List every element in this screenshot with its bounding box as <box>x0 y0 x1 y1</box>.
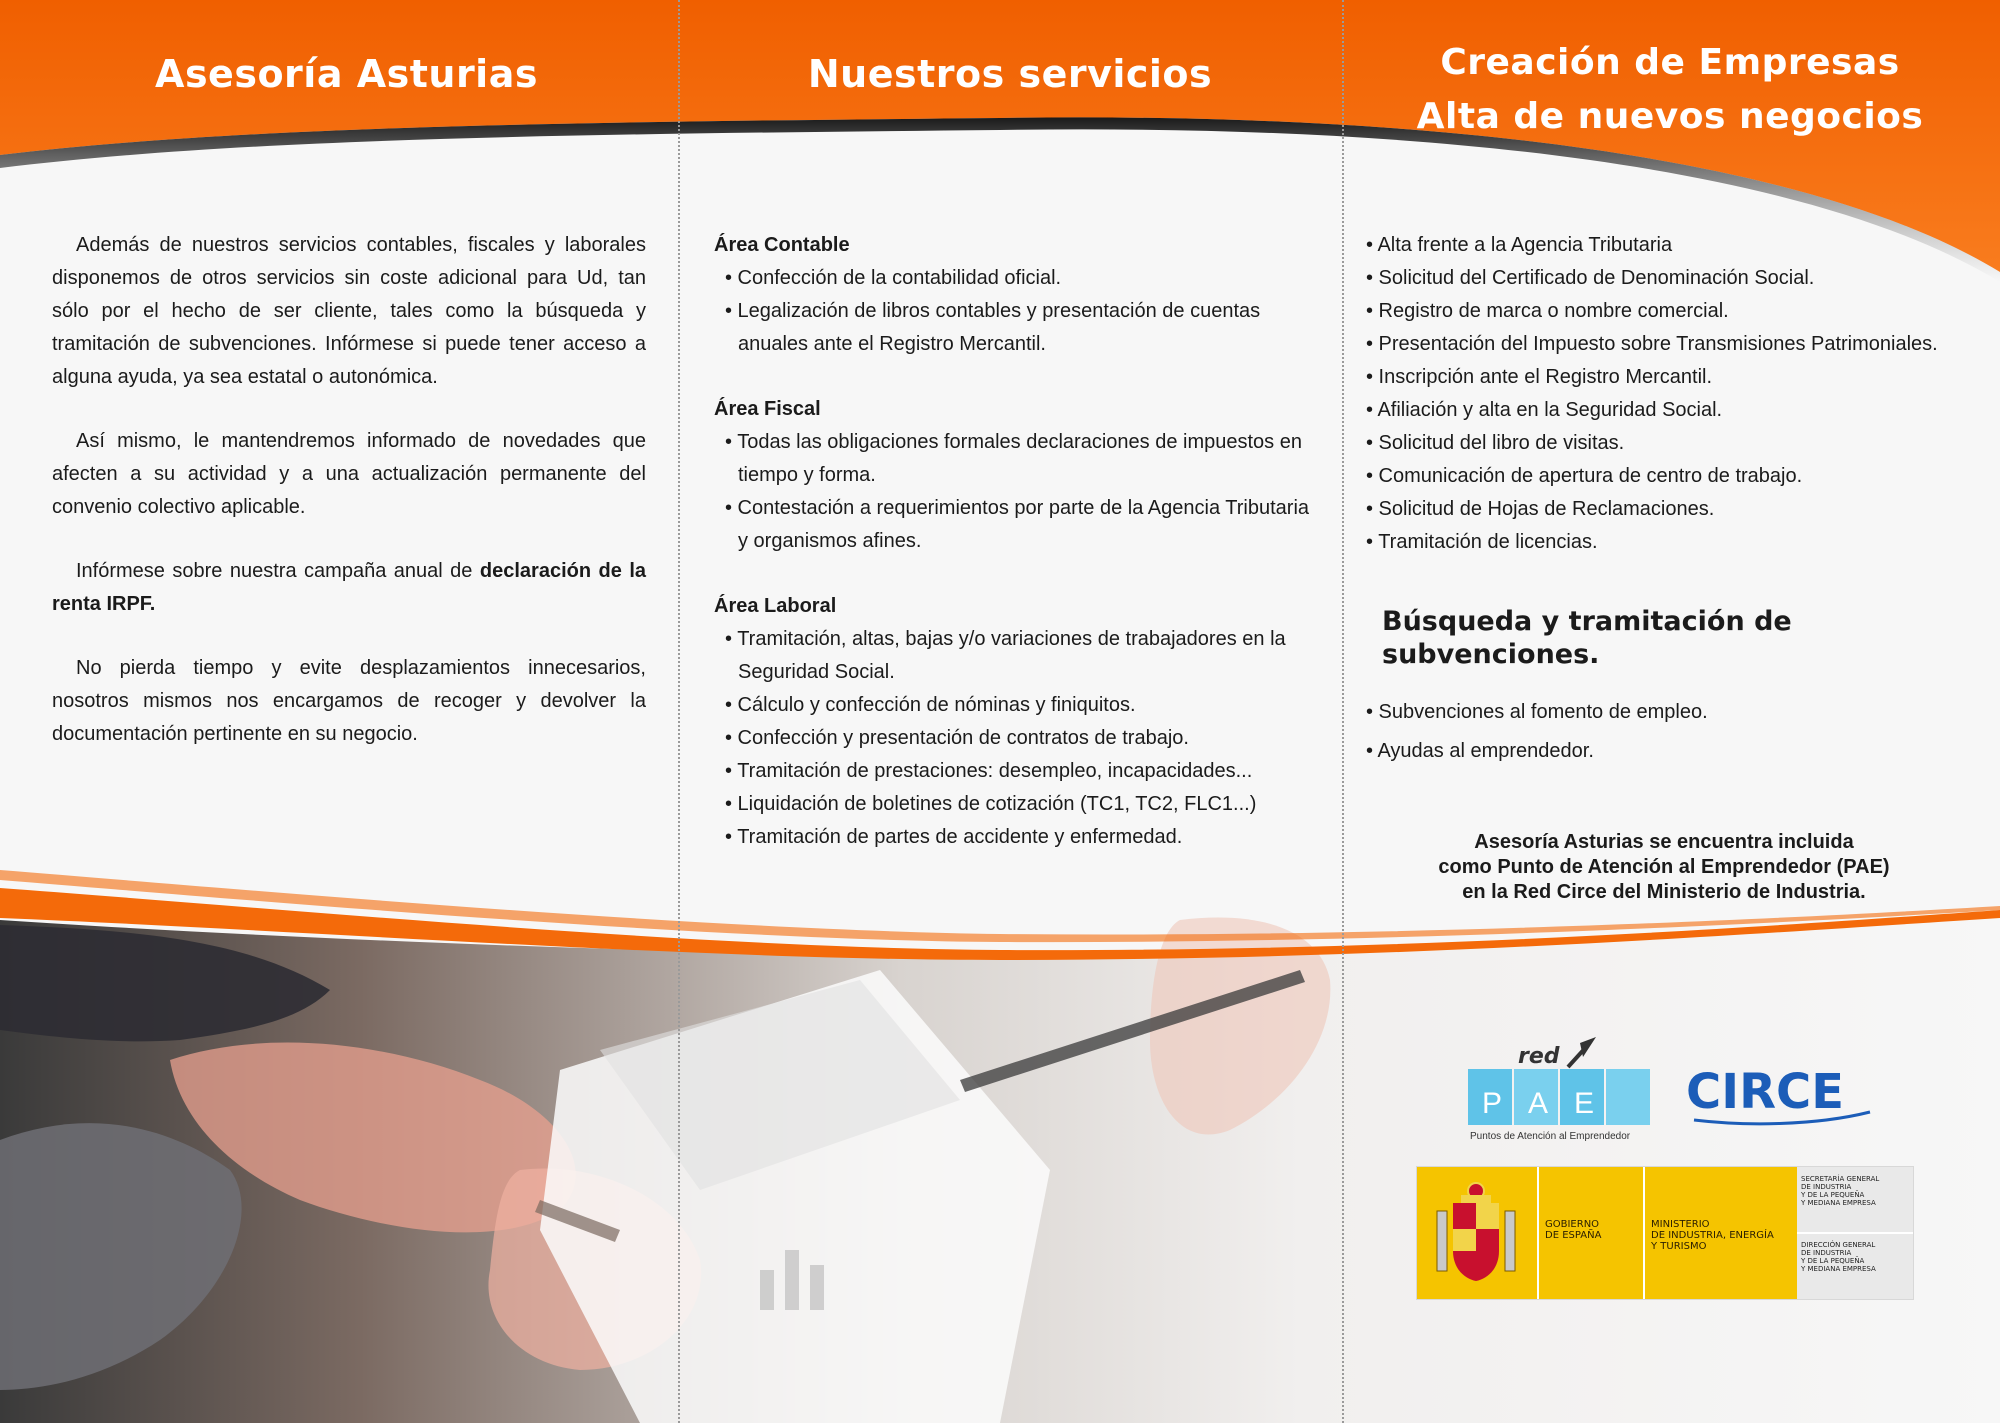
fold-line-left <box>678 0 680 1423</box>
col1-title: Asesoría Asturias <box>155 52 538 96</box>
col1-paragraph-4: No pierda tiempo y evite desplazamientos innecesarios, nosotros mismos nos encargamos de recoger y devolver la documentación pertinente en su negocio. <box>52 657 646 745</box>
direccion-text <box>1801 1241 1876 1273</box>
area-contable-title: Área Contable <box>714 234 850 256</box>
renta-lead: Infórmese sobre nuestra campaña anual de <box>76 560 480 582</box>
gobierno-text <box>1545 1219 1601 1241</box>
list-item: • Solicitud de Hojas de Reclamaciones. <box>1366 498 1715 520</box>
list-item: • Confección y presentación de contratos de trabajo. <box>725 727 1189 749</box>
pae-note-line1: Asesoría Asturias se encuentra incluida <box>1474 831 1854 853</box>
gobierno-espana-logo <box>1416 1166 1914 1300</box>
list-item: • Tramitación de licencias. <box>1366 531 1598 553</box>
dir-line: DIRECCIÓN GENERAL <box>1801 1241 1876 1249</box>
sec-line: Y MEDIANA EMPRESA <box>1801 1199 1876 1207</box>
bottom-photo-band <box>0 870 2000 1423</box>
gob-line: DE ESPAÑA <box>1545 1230 1602 1241</box>
list-item: • Confección de la contabilidad oficial. <box>725 267 1062 289</box>
gov-divider <box>1797 1232 1913 1234</box>
list-item: • Ayudas al emprendedor. <box>1366 740 1594 762</box>
red-pae-p: P <box>1482 1087 1503 1120</box>
red-pae-caption: Puntos de Atención al Emprendedor <box>1470 1131 1631 1142</box>
list-item: • Cálculo y confección de nóminas y finiquitos. <box>725 694 1136 716</box>
col3-title <box>1340 36 2000 144</box>
min-line: Y TURISMO <box>1651 1241 1707 1252</box>
subvenciones-title: Búsqueda y tramitación de subvenciones. <box>1382 606 1792 670</box>
red-pae-red-text: red <box>1518 1044 1560 1069</box>
cursor-arrow-icon <box>1568 1037 1596 1067</box>
list-item: • Presentación del Impuesto sobre Transmisiones Patrimoniales. <box>1366 333 1938 355</box>
list-item: • Liquidación de boletines de cotización (TC1, TC2, FLC1...) <box>725 793 1257 815</box>
renta-bold: declaración de la renta IRPF. <box>52 560 646 615</box>
red-pae-a: A <box>1528 1087 1549 1120</box>
list-item: • Tramitación, altas, bajas y/o variaciones de trabajadores en la Seguridad Social. <box>725 628 1286 683</box>
dir-line: Y DE LA PEQUEÑA <box>1801 1257 1865 1265</box>
spain-coat-of-arms-icon <box>1431 1181 1521 1285</box>
secretaria-text <box>1801 1175 1879 1207</box>
pae-note <box>1364 830 1964 905</box>
min-line: DE INDUSTRIA, ENERGÍA <box>1651 1230 1774 1241</box>
list-item: • Solicitud del libro de visitas. <box>1366 432 1625 454</box>
sec-line: SECRETARÍA GENERAL <box>1801 1175 1880 1183</box>
ministerio-text <box>1651 1219 1774 1252</box>
col1-paragraph-2: Así mismo, le mantendremos informado de novedades que afecten a su actividad y a una actualización permanente del convenio colectivo aplicable. <box>52 430 646 518</box>
area-fiscal-title: Área Fiscal <box>714 398 821 420</box>
list-item: • Tramitación de partes de accidente y enfermedad. <box>725 826 1183 848</box>
col2-services <box>714 229 1314 886</box>
dir-line: Y MEDIANA EMPRESA <box>1801 1265 1876 1273</box>
gov-divider <box>1537 1167 1539 1299</box>
sec-line: DE INDUSTRIA <box>1801 1183 1852 1191</box>
col3-creation-list <box>1364 229 1984 771</box>
pae-note-line3: en la Red Circe del Ministerio de Industria. <box>1462 881 1866 903</box>
area-fiscal <box>714 393 1314 558</box>
circe-logo <box>1684 1060 1874 1130</box>
sec-line: Y DE LA PEQUEÑA <box>1801 1191 1865 1199</box>
list-item: • Afiliación y alta en la Seguridad Social. <box>1366 399 1723 421</box>
col1-paragraph-3 <box>52 555 646 621</box>
area-laboral <box>714 590 1314 854</box>
col1-body <box>52 229 646 782</box>
list-item: • Registro de marca o nombre comercial. <box>1366 300 1729 322</box>
list-item: • Solicitud del Certificado de Denominación Social. <box>1366 267 1815 289</box>
col3-title-line2: Alta de nuevos negocios <box>1416 96 1924 137</box>
list-item: • Subvenciones al fomento de empleo. <box>1366 701 1708 723</box>
red-pae-logo <box>1468 1035 1654 1145</box>
gov-divider <box>1643 1167 1645 1299</box>
fold-line-right <box>1342 0 1344 1423</box>
dir-line: DE INDUSTRIA <box>1801 1249 1852 1257</box>
red-pae-e: E <box>1574 1087 1595 1120</box>
list-item: • Legalización de libros contables y presentación de cuentas anuales ante el Registro Mercantil. <box>725 300 1261 355</box>
circe-text: CIRCE <box>1686 1064 1845 1120</box>
col1-paragraph-1: Además de nuestros servicios contables, fiscales y laborales disponemos de otros servicios sin coste adicional para Ud, tan sólo por el hecho de ser cliente, tales como la búsqueda y tramitación de subvenciones. Infórmese si puede tener acceso a alguna ayuda, ya sea estatal o autonómica. <box>52 234 646 388</box>
area-contable <box>714 229 1314 361</box>
pae-note-line2: como Punto de Atención al Emprendedor (PAE) <box>1438 856 1890 878</box>
list-item: • Inscripción ante el Registro Mercantil. <box>1366 366 1713 388</box>
col3-title-line1: Creación de Empresas <box>1440 42 1900 83</box>
area-laboral-title: Área Laboral <box>714 595 837 617</box>
list-item: • Comunicación de apertura de centro de trabajo. <box>1366 465 1803 487</box>
min-line: MINISTERIO <box>1651 1219 1710 1230</box>
list-item: • Contestación a requerimientos por parte de la Agencia Tributaria y organismos afines. <box>725 497 1310 552</box>
col2-title: Nuestros servicios <box>807 52 1213 96</box>
gob-line: GOBIERNO <box>1545 1219 1600 1230</box>
list-item: • Todas las obligaciones formales declaraciones de impuestos en tiempo y forma. <box>725 431 1302 486</box>
list-item: • Tramitación de prestaciones: desempleo, incapacidades... <box>725 760 1253 782</box>
list-item: • Alta frente a la Agencia Tributaria <box>1366 234 1673 256</box>
